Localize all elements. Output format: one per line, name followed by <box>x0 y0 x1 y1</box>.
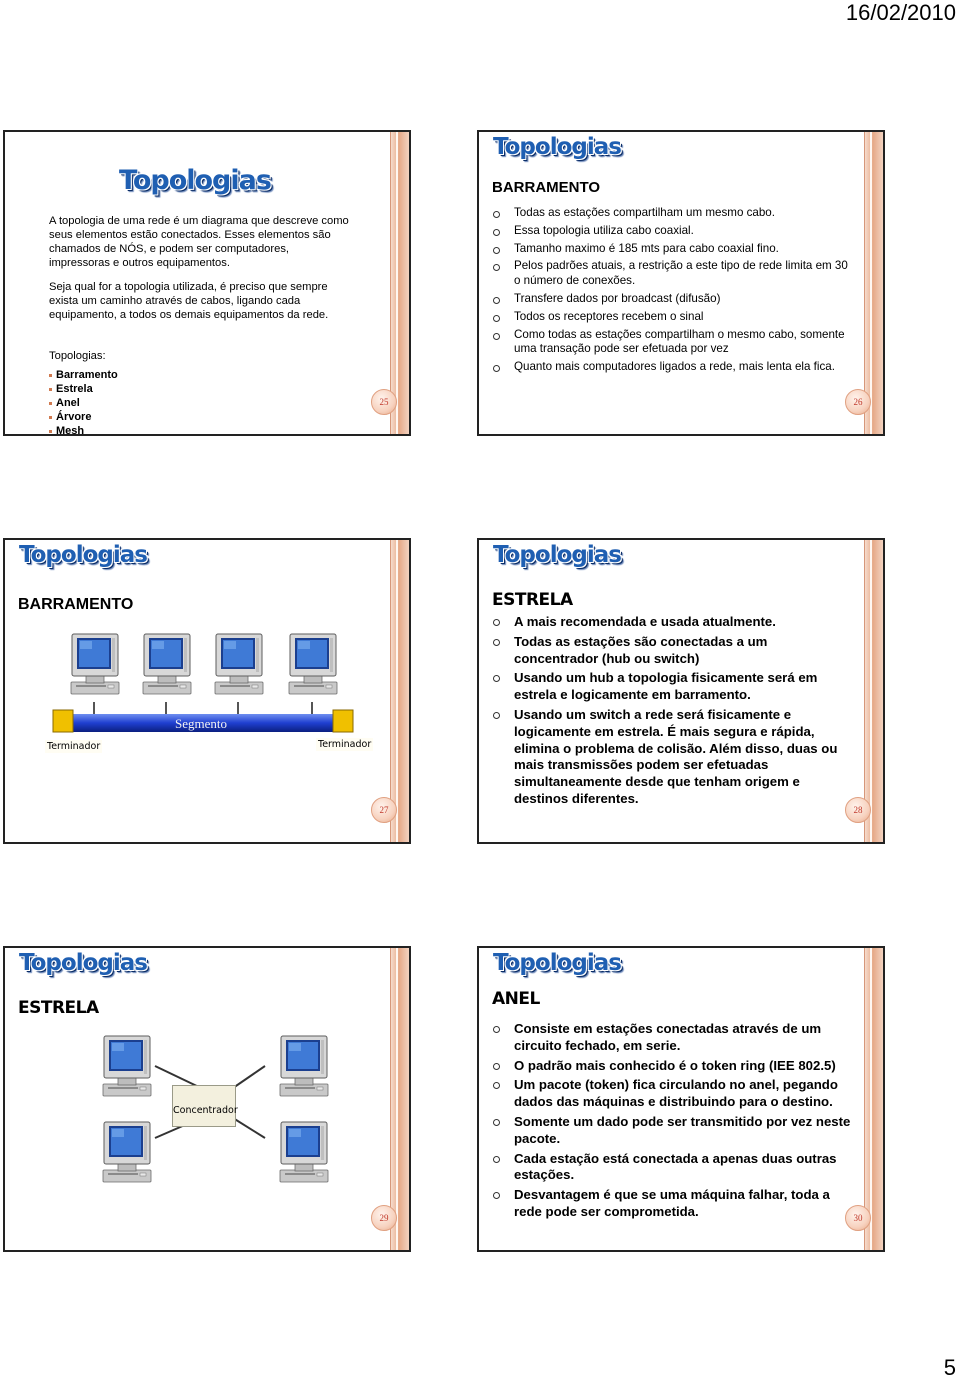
computer-icon <box>100 1034 154 1098</box>
segment-label: Segmento <box>175 716 227 731</box>
list-item: Barramento <box>49 368 118 382</box>
bullet-list <box>492 1021 854 1224</box>
topologies-list <box>49 368 118 436</box>
list-item: Cada estação está conectada a apenas duas outras estações. <box>492 1151 854 1185</box>
slide-number: 26 <box>845 389 871 415</box>
terminator-right-label: Terminador <box>318 739 372 750</box>
slide-decoration-strip <box>864 948 883 1250</box>
slide-number: 27 <box>371 797 397 823</box>
slide-title: Topologias <box>19 542 147 568</box>
list-item: Desvantagem é que se uma máquina falhar, toda a rede pode ser comprometida. <box>492 1187 854 1221</box>
slide-26 <box>477 130 885 436</box>
slide-subtitle: ESTRELA <box>492 590 573 610</box>
list-item: Usando um hub a topologia fisicamente será em estrela e logicamente em barramento. <box>492 670 852 704</box>
list-item: Estrela <box>49 382 118 396</box>
slide-number: 25 <box>371 389 397 415</box>
computer-icon <box>140 632 194 696</box>
slide-title: Topologias <box>119 165 271 196</box>
list-item: Todos os receptores recebem o sinal <box>492 310 852 325</box>
slide-title: Topologias <box>493 542 621 568</box>
path-paragraph: Seja qual for a topologia utilizada, é preciso que sempre exista um caminho através de cabos, ligando cada equipamento, a todos os demais equipamentos da rede. <box>49 281 329 321</box>
list-item: Como todas as estações compartilham o mesmo cabo, somente uma transação pode ser efetuada por vez <box>492 328 852 358</box>
computer-icon <box>286 632 340 696</box>
list-item: O padrão mais conhecido é o token ring (IEE 802.5) <box>492 1058 854 1075</box>
slide-decoration-strip <box>390 132 409 434</box>
slide-subtitle: ESTRELA <box>18 998 99 1018</box>
list-item: Consiste em estações conectadas através de um circuito fechado, em serie. <box>492 1021 854 1055</box>
list-item: Transfere dados por broadcast (difusão) <box>492 292 852 307</box>
computer-icon <box>212 632 266 696</box>
slide-decoration-strip <box>864 132 883 434</box>
list-item: Essa topologia utiliza cabo coaxial. <box>492 224 852 239</box>
list-item: Árvore <box>49 410 118 424</box>
list-item: Pelos padrões atuais, a restrição a este tipo de rede limita em 30 o número de conexões. <box>492 259 852 289</box>
slide-subtitle: BARRAMENTO <box>492 179 601 196</box>
slide-title: Topologias <box>493 950 621 976</box>
slide-decoration-strip <box>390 540 409 842</box>
bullet-list <box>492 614 852 811</box>
slide-subtitle: BARRAMENTO <box>18 596 134 613</box>
list-item: A mais recomendada e usada atualmente. <box>492 614 852 631</box>
page-number: 5 <box>943 1355 956 1380</box>
slide-25 <box>3 130 411 436</box>
list-item: Tamanho maximo é 185 mts para cabo coaxial fino. <box>492 242 852 257</box>
slide-number: 28 <box>845 797 871 823</box>
slide-decoration-strip <box>864 540 883 842</box>
slide-30 <box>477 946 885 1252</box>
computer-icon <box>68 632 122 696</box>
slide-title: Topologias <box>493 134 621 160</box>
list-item: Um pacote (token) fica circulando no anel, pegando dados das máquinas e distribuindo para o destino. <box>492 1077 854 1111</box>
computer-icon <box>277 1120 331 1184</box>
slide-number: 30 <box>845 1205 871 1231</box>
slide-28 <box>477 538 885 844</box>
concentrator-label: Concentrador <box>173 1105 238 1116</box>
bullet-list <box>492 206 852 378</box>
slide-subtitle: ANEL <box>492 989 540 1009</box>
list-item: Somente um dado pode ser transmitido por vez neste pacote. <box>492 1114 854 1148</box>
list-item: Todas as estações compartilham um mesmo cabo. <box>492 206 852 221</box>
terminator-left-label: Terminador <box>47 741 101 752</box>
list-item: Mesh <box>49 424 118 436</box>
slide-title: Topologias <box>19 950 147 976</box>
list-item: Anel <box>49 396 118 410</box>
computer-icon <box>277 1034 331 1098</box>
topologies-label: Topologias: <box>49 350 106 362</box>
intro-paragraph: A topologia de uma rede é um diagrama que descreve como seus elementos estão conectados. Esses elementos são chamados de NÓS, e podem ser computadores, impressoras e outros equipamentos. <box>49 215 349 269</box>
list-item: Usando um switch a rede será fisicamente e logicamente em estrela. É mais segura e rápida, elimina o problema de colisão. Além disso, duas ou mais transmissões podem ser efetuadas simultaneamente desde que tenham origem e destinos diferentes. <box>492 707 852 808</box>
list-item: Todas as estações são conectadas a um concentrador (hub ou switch) <box>492 634 852 668</box>
slide-29 <box>3 946 411 1252</box>
header-date: 16/02/2010 <box>845 0 956 25</box>
computer-icon <box>100 1120 154 1184</box>
slide-27 <box>3 538 411 844</box>
list-item: Quanto mais computadores ligados a rede, mais lenta ela fica. <box>492 360 852 375</box>
slide-number: 29 <box>371 1205 397 1231</box>
